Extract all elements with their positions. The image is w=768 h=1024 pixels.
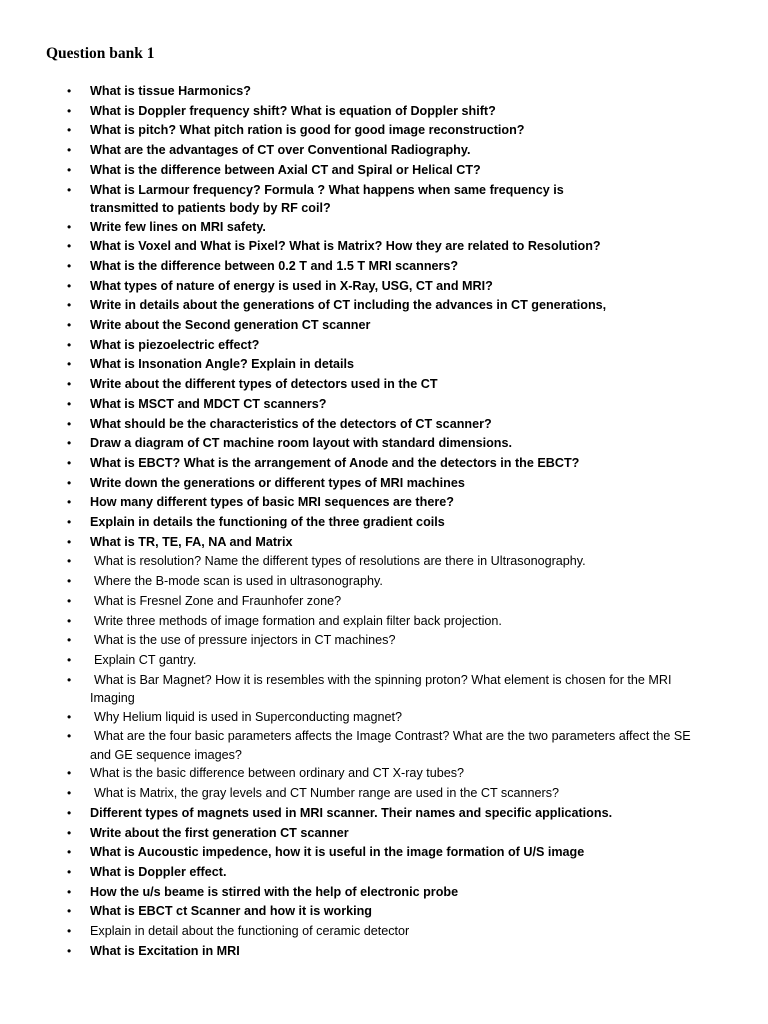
- list-item: [0, 277, 768, 297]
- bullet-icon: •: [67, 123, 72, 138]
- bullet-icon: •: [67, 864, 72, 879]
- list-item: [0, 257, 768, 277]
- list-item: [0, 533, 768, 553]
- question-text: What types of nature of energy is used in X-Ray, USG, CT and MRI?: [90, 278, 493, 293]
- bullet-icon: •: [67, 84, 72, 98]
- bullet-icon: •: [67, 924, 72, 939]
- bullet-icon: •: [67, 709, 72, 724]
- list-item: [0, 513, 768, 533]
- bullet-icon: •: [67, 534, 72, 549]
- bullet-icon: •: [67, 475, 72, 490]
- bullet-icon: •: [67, 633, 72, 648]
- question-text: What should be the characteristics of the detectors of CT scanner?: [90, 416, 492, 431]
- question-text: What are the advantages of CT over Conventional Radiography.: [90, 143, 471, 158]
- question-text: What is Matrix, the gray levels and CT Number range are used in the CT scanners?: [94, 786, 560, 801]
- list-item: [0, 552, 768, 572]
- list-item: [0, 336, 768, 356]
- question-text: What is Doppler effect.: [90, 864, 227, 879]
- list-item: [0, 631, 768, 651]
- question-text: What is Excitation in MRI: [90, 943, 240, 958]
- bullet-icon: •: [67, 337, 72, 352]
- bullet-icon: •: [67, 672, 72, 687]
- list-item: [0, 474, 768, 494]
- list-item: [0, 764, 768, 784]
- bullet-icon: •: [67, 182, 72, 197]
- bullet-icon: •: [67, 495, 72, 510]
- bullet-icon: •: [67, 825, 72, 840]
- list-item: [0, 493, 768, 513]
- question-text: What is the use of pressure injectors in CT machines?: [94, 633, 396, 648]
- bullet-icon: •: [67, 884, 72, 899]
- question-text: What is the difference between Axial CT and Spiral or Helical CT?: [90, 162, 481, 177]
- list-item: [0, 237, 768, 257]
- list-item: [0, 922, 768, 942]
- bullet-icon: •: [67, 219, 72, 234]
- list-item: [0, 592, 768, 612]
- question-text: What is MSCT and MDCT CT scanners?: [90, 396, 327, 411]
- bullet-icon: •: [67, 805, 72, 820]
- question-text: Why Helium liquid is used in Superconducting magnet?: [94, 709, 403, 724]
- list-item: [0, 843, 768, 863]
- question-text: What is piezoelectric effect?: [90, 337, 260, 352]
- bullet-icon: •: [67, 162, 72, 177]
- list-item: [0, 708, 768, 728]
- question-text: What is Fresnel Zone and Fraunhofer zone?: [94, 593, 342, 608]
- list-item: [0, 727, 768, 764]
- question-text: What is the basic difference between ordinary and CT X-ray tubes?: [90, 766, 465, 781]
- bullet-icon: •: [67, 143, 72, 158]
- bullet-icon: •: [67, 729, 72, 744]
- question-text: What is tissue Harmonics?: [90, 84, 251, 98]
- list-item: [0, 82, 768, 102]
- bullet-icon: •: [67, 593, 72, 608]
- list-item: [0, 102, 768, 122]
- bullet-icon: •: [67, 357, 72, 372]
- question-text: How many different types of basic MRI sequences are there?: [90, 495, 454, 510]
- question-text: Write three methods of image formation and explain filter back projection.: [94, 613, 502, 628]
- question-text: Explain in detail about the functioning of ceramic detector: [90, 924, 410, 939]
- list-item: [0, 784, 768, 804]
- list-item: [0, 141, 768, 161]
- list-item: [0, 161, 768, 181]
- bullet-icon: •: [67, 396, 72, 411]
- list-item: [0, 218, 768, 238]
- list-item: [0, 434, 768, 454]
- list-item: [0, 415, 768, 435]
- list-item: [0, 824, 768, 844]
- list-item: [0, 572, 768, 592]
- question-text: What is Aucoustic impedence, how it is useful in the image formation of U/S image: [90, 845, 585, 860]
- bullet-icon: •: [67, 377, 72, 392]
- question-text: Different types of magnets used in MRI scanner. Their names and specific applications.: [90, 805, 613, 820]
- question-text: Write down the generations or different types of MRI machines: [90, 475, 465, 490]
- question-text: Write about the different types of detectors used in the CT: [90, 377, 438, 392]
- question-text: What is TR, TE, FA, NA and Matrix: [90, 534, 293, 549]
- question-text: What is Doppler frequency shift? What is equation of Doppler shift?: [90, 103, 496, 118]
- question-text: What is resolution? Name the different types of resolutions are there in Ultrasonography.: [94, 554, 586, 569]
- question-text: What are the four basic parameters affects the Image Contrast? What are the two parameters affect the SE and GE sequence images?: [90, 729, 691, 762]
- list-item: [0, 612, 768, 632]
- bullet-icon: •: [67, 574, 72, 589]
- list-item: [0, 804, 768, 824]
- list-item: [0, 942, 768, 962]
- question-text: Draw a diagram of CT machine room layout with standard dimensions.: [90, 436, 512, 451]
- question-text: What is Larmour frequency? Formula ? What happens when same frequency is transmitted to patients body by RF coil?: [90, 182, 564, 216]
- question-text: What is EBCT? What is the arrangement of Anode and the detectors in the EBCT?: [90, 455, 580, 470]
- list-item: [0, 902, 768, 922]
- bullet-icon: •: [67, 904, 72, 919]
- list-item: [0, 651, 768, 671]
- question-list: [0, 82, 768, 961]
- bullet-icon: •: [67, 845, 72, 860]
- list-item: [0, 316, 768, 336]
- question-text: What is Voxel and What is Pixel? What is Matrix? How they are related to Resolution?: [90, 239, 601, 254]
- bullet-icon: •: [67, 258, 72, 273]
- bullet-icon: •: [67, 318, 72, 333]
- question-text: What is pitch? What pitch ration is good for good image reconstruction?: [90, 123, 525, 138]
- list-item: [0, 181, 768, 218]
- bullet-icon: •: [67, 103, 72, 118]
- list-item: [0, 355, 768, 375]
- list-item: [0, 121, 768, 141]
- list-item: [0, 395, 768, 415]
- list-item: [0, 296, 768, 316]
- list-item: [0, 375, 768, 395]
- question-text: Write few lines on MRI safety.: [90, 219, 266, 234]
- bullet-icon: •: [67, 515, 72, 530]
- question-text: What is the difference between 0.2 T and 1.5 T MRI scanners?: [90, 258, 459, 273]
- bullet-icon: •: [67, 554, 72, 569]
- bullet-icon: •: [67, 455, 72, 470]
- question-text: Explain CT gantry.: [94, 652, 197, 667]
- bullet-icon: •: [67, 239, 72, 254]
- bullet-icon: •: [67, 943, 72, 958]
- list-item: [0, 863, 768, 883]
- list-item: [0, 671, 768, 708]
- bullet-icon: •: [67, 298, 72, 313]
- question-text: What is Insonation Angle? Explain in details: [90, 357, 355, 372]
- question-text: How the u/s beame is stirred with the help of electronic probe: [90, 884, 459, 899]
- question-text: Write about the first generation CT scanner: [90, 825, 349, 840]
- question-text: Where the B-mode scan is used in ultrasonography.: [94, 574, 383, 589]
- list-item: [0, 883, 768, 903]
- bullet-icon: •: [67, 436, 72, 451]
- bullet-icon: •: [67, 766, 72, 781]
- bullet-icon: •: [67, 416, 72, 431]
- question-text: Write in details about the generations of CT including the advances in CT generations,: [90, 298, 607, 313]
- bullet-icon: •: [67, 613, 72, 628]
- question-text: Write about the Second generation CT scanner: [90, 318, 371, 333]
- list-item: [0, 454, 768, 474]
- document-title: Question bank 1: [46, 45, 155, 62]
- question-text: Explain in details the functioning of the three gradient coils: [90, 515, 445, 530]
- bullet-icon: •: [67, 652, 72, 667]
- bullet-icon: •: [67, 278, 72, 293]
- question-text: What is Bar Magnet? How it is resembles with the spinning proton? What element is chosen for the MRI Imaging: [90, 672, 672, 706]
- question-text: What is EBCT ct Scanner and how it is working: [90, 904, 372, 919]
- bullet-icon: •: [67, 786, 72, 801]
